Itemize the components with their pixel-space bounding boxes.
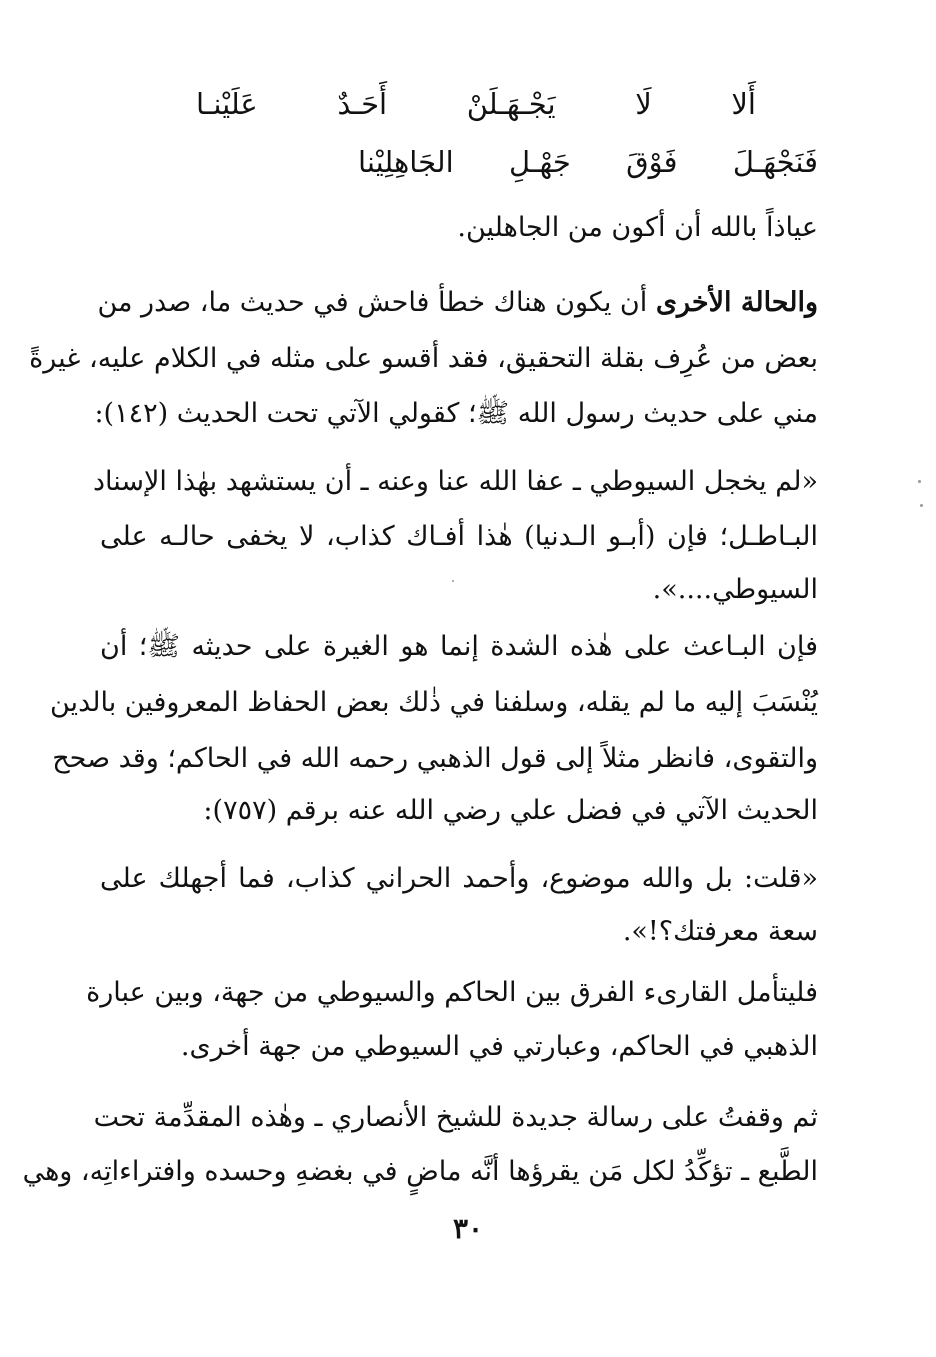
paragraph-4-line-3: والتقوى، فانظر مثلاً إلى قول الذهبي رحمه الله في الحاكم؛ وقد صحح xyxy=(52,743,818,774)
paragraph-2-lead: والحالة الأخرى xyxy=(655,287,818,318)
paragraph-4-line-4: الحديث الآتي في فضل علي رضي الله عنه برقم (٧٥٧): xyxy=(203,795,818,826)
paragraph-2-line-3: مني على حديث رسول الله ﷺ؛ كقولي الآتي تحت الحديث (١٤٢): xyxy=(94,398,818,429)
page-number: ٣٠ xyxy=(452,1212,484,1245)
paragraph-4-line-2: يُنْسَبَ إليه ما لم يقله، وسلفنا في ذٰلك بعض الحفاظ المعروفين بالدين xyxy=(50,687,818,718)
scan-speck xyxy=(918,480,921,483)
paragraph-6-line-1: فليتأمل القارىء الفرق بين الحاكم والسيوطي من جهة، وبين عبارة xyxy=(86,977,818,1008)
paragraph-7-line-1: ثم وقفتُ على رسالة جديدة للشيخ الأنصاري ـ وهٰذه المقدِّمة تحت xyxy=(93,1102,818,1133)
verse-line-2: فَنَجْهَـلَ فَوْقَ جَهْـلِ الجَاهِلِيْنا xyxy=(358,145,818,179)
paragraph-3-line-3: السيوطي....». xyxy=(652,574,818,605)
paragraph-3-line-1: «لم يخجل السيوطي ـ عفا الله عنا وعنه ـ أن يستشهد بهٰذا الإسناد xyxy=(93,466,818,497)
paragraph-2-line-1-text: أن يكون هناك خطأ فاحش في حديث ما، صدر من xyxy=(97,287,656,318)
paragraph-5-line-1: «قلت: بل والله موضوع، وأحمد الحراني كذاب، فما أجهلك على xyxy=(100,863,818,894)
paragraph-2-line-1 xyxy=(97,283,818,323)
paragraph-3-line-2: البـاطـل؛ فإن (أبـو الـدنيا) هٰذا أفـاك كذاب، لا يخفى حالـه على xyxy=(100,521,818,552)
verse-line-1: أَلا لَا يَجْـهَـلَنْ أَحَـدٌ عَلَيْنـا xyxy=(196,87,756,121)
scan-speck xyxy=(452,580,454,582)
paragraph-1-line-1: عياذاً بالله أن أكون من الجاهلين. xyxy=(457,212,818,243)
scan-speck xyxy=(920,504,923,507)
paragraph-7-line-2: الطَّبع ـ تؤكِّدُ لكل مَن يقرؤها أنَّه ماضٍ في بغضهِ وحسده وافتراءاتِه، وهي xyxy=(22,1156,818,1187)
paragraph-4-line-1: فإن البـاعث على هٰذه الشدة إنما هو الغيرة على حديثه ﷺ؛ أن xyxy=(100,631,818,662)
paragraph-5-line-2: سعة معرفتك؟!». xyxy=(622,916,818,947)
paragraph-6-line-2: الذهبي في الحاكم، وعبارتي في السيوطي من جهة أخرى. xyxy=(180,1031,818,1062)
paragraph-2-line-2: بعض من عُرِف بقلة التحقيق، فقد أقسو على مثله في الكلام عليه، غيرةً xyxy=(29,343,818,374)
